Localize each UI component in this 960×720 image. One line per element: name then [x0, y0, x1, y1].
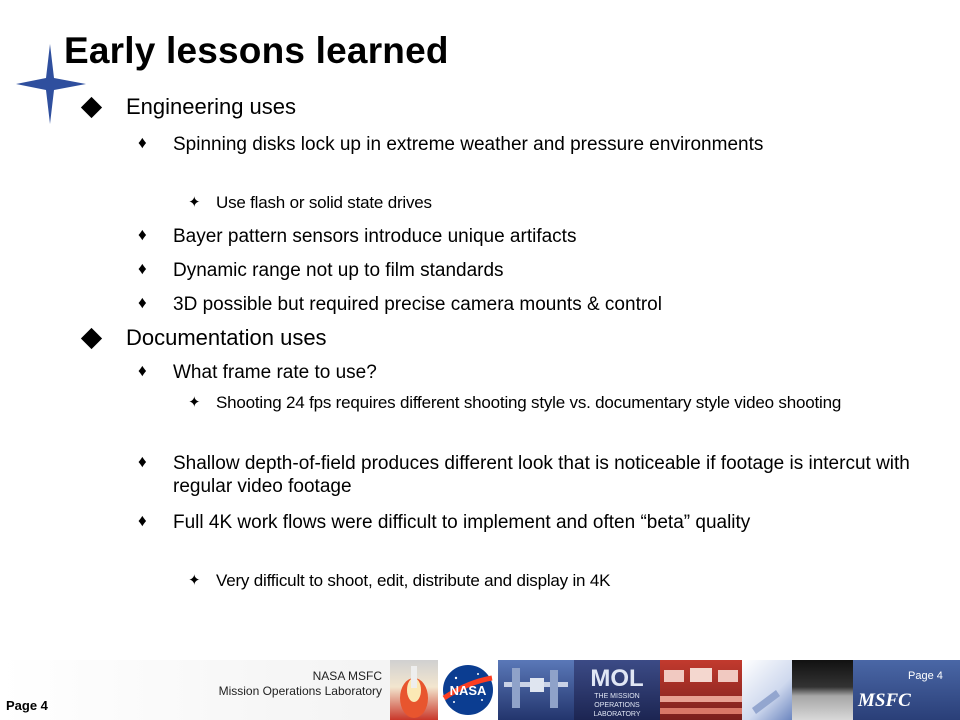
org-credit: [219, 669, 382, 699]
footer: [0, 660, 960, 720]
item-bullet-icon: ♦: [138, 133, 147, 152]
msfc-label: MSFC: [858, 690, 911, 711]
org-name: NASA MSFC: [312, 669, 382, 683]
subitem-bullet-icon: ✦: [188, 194, 201, 211]
list-item: Dynamic range not up to film standards: [173, 260, 504, 281]
section-bullet-icon: [81, 328, 102, 349]
item-bullet-icon: ♦: [138, 452, 147, 471]
list-item: 3D possible but required precise camera mounts & control: [173, 294, 662, 315]
space-station-image: [498, 660, 574, 720]
control-room-image: [660, 660, 742, 720]
slide-title: Early lessons learned: [64, 30, 449, 71]
mol-banner-line: THE MISSION: [594, 693, 640, 700]
mol-banner: [574, 660, 660, 720]
list-item: Bayer pattern sensors introduce unique artifacts: [173, 226, 577, 247]
earth-limb-image: [742, 660, 792, 720]
section-heading: Documentation uses: [126, 325, 327, 350]
item-bullet-icon: ♦: [138, 293, 147, 312]
sub-list-item: Shooting 24 fps requires different shooting style vs. documentary style video shooting: [216, 393, 842, 412]
item-bullet-icon: ♦: [138, 259, 147, 278]
page-number-left: Page 4: [6, 698, 48, 713]
sub-list-item: Very difficult to shoot, edit, distribute and display in 4K: [216, 571, 611, 590]
mol-banner-title: MOL: [590, 665, 644, 692]
mol-banner-line: LABORATORY: [593, 711, 641, 718]
subitem-bullet-icon: ✦: [188, 394, 201, 411]
item-bullet-icon: ♦: [138, 511, 147, 530]
nasa-logo-text: NASA: [449, 683, 487, 698]
org-lab: Mission Operations Laboratory: [218, 684, 382, 698]
list-item: Spinning disks lock up in extreme weather and pressure environments: [173, 134, 764, 155]
list-item: Shallow depth-of-field produces different look that is noticeable if footage is intercut with regular video footage: [173, 453, 910, 497]
item-bullet-icon: ♦: [138, 225, 147, 244]
shuttle-launch-image: [390, 660, 438, 720]
nasa-logo-icon: [438, 660, 498, 720]
image-strip: [390, 660, 853, 720]
section-heading: Engineering uses: [126, 94, 297, 119]
mol-banner-line: OPERATIONS: [594, 702, 640, 709]
subitem-bullet-icon: ✦: [188, 572, 201, 589]
list-item: What frame rate to use?: [173, 362, 377, 383]
page-number-right: Page 4: [908, 670, 943, 682]
sub-list-item: Use flash or solid state drives: [216, 193, 432, 212]
list-item: Full 4K work flows were difficult to implement and often “beta” quality: [173, 512, 751, 533]
moon-surface-image: [792, 660, 853, 720]
item-bullet-icon: ♦: [138, 361, 147, 380]
